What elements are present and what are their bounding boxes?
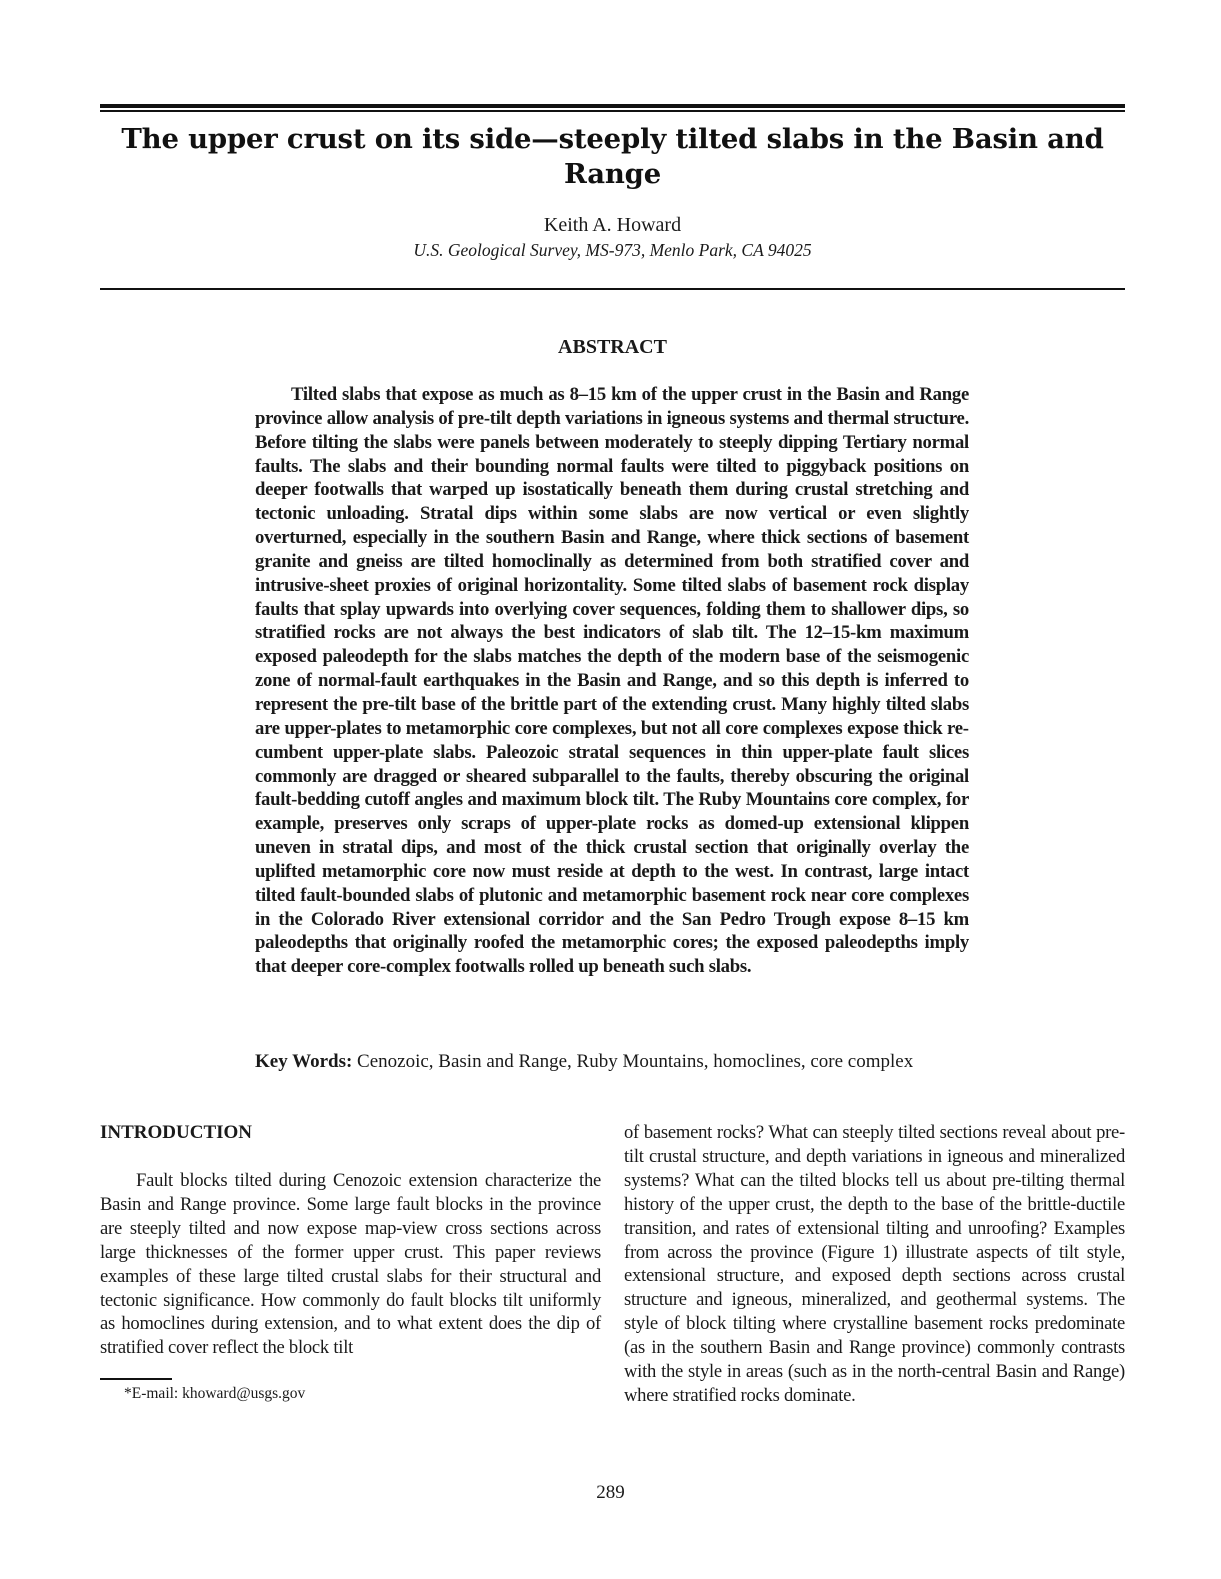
page-number: 289 — [596, 1482, 625, 1503]
abstract-text: Tilted slabs that expose as much as 8–15 km of the upper crust in the Basin and Range province allow analysis of pre-tilt depth variations in igneous systems and thermal structure. Before tilting the slabs were panels between moderately to steeply dipping Tertiary normal faults. The slabs and their bounding normal faults were tilted to piggyback positions on deeper footwalls that warped up isostatically beneath them during crustal stretching and tectonic unloading. Stratal dips within some slabs are now vertical or even slightly overturned, especially in the southern Basin and Range, where thick sections of basement granite and gneiss are tilted homoclinally as determined from both stratified cover and intrusive-sheet proxies of original horizontality. Some tilted slabs of basement rock display faults that splay upwards into overlying cover sequences, folding them to shallower dips, so stratified rocks are not always the best indicators of slab tilt. The 12–15-km maximum exposed paleodepth for the slabs matches the depth of the modern base of the seismogenic zone of normal-fault earthquakes in the Basin and Range, and so this depth is inferred to represent the pre-tilt base of the brittle part of the extending crust. Many highly tilted slabs are upper-plates to metamorphic core complexes, but not all core complexes expose thick recumbent upper-plate slabs. Paleozoic stratal sequences in thin upper-plate fault slices commonly are dragged or sheared subparallel to the faults, thereby obscuring the original fault-bedding cutoff angles and maximum block tilt. The Ruby Mountains core complex, for example, preserves only scraps of upper-plate rocks as domed-up extensional klippen uneven in stratal dips, and most of the thick crustal section that originally overlay the uplifted metamorphic core now must reside at depth to the west. In contrast, large intact tilted fault-bounded slabs of plutonic and metamorphic basement rock near core complexes in the Colorado River extensional corridor and the San Pedro Trough expose 8–15 km paleodepths that originally roofed the metamorphic cores; the exposed paleodepths imply that deeper core-complex footwalls rolled up beneath such slabs. — [255, 384, 969, 978]
abstract-heading: ABSTRACT — [558, 336, 667, 358]
footnote-rule — [100, 1378, 172, 1380]
author-name: Keith A. Howard — [543, 214, 682, 236]
introduction-left-column: Fault blocks tilted during Cenozoic extension characterize the Basin and Range province. Some large fault blocks in the province are steeply tilted and now expose map-view cross sections across large thicknesses of the former upper crust. This paper reviews examples of these large tilted crustal slabs for their structural and tectonic significance. How commonly do fault blocks tilt uniformly as homoclines during extension, and to what extent does the dip of stratified cover reflect the block tilt — [100, 1170, 601, 1359]
footnote-email: *E-mail: khoward@usgs.gov — [124, 1385, 306, 1402]
introduction-right-column: of basement rocks? What can steeply tilted sections reveal about pre-tilt crustal structure, and depth variations in igneous and mineralized systems? What can the tilted blocks tell us about pre-tilting thermal history of the upper crust, the depth to the base of the brittle-ductile transition, and rates of extensional tilting and unroofing? Examples from across the province (Figure 1) illustrate aspects of tilt style, extensional structure, and exposed depth sections across crustal structure and igneous, mineralized, and geothermal systems. The style of block tilting where crystalline basement rocks predominate (as in the southern Basin and Range province) commonly contrasts with the style in areas (such as in the north-central Basin and Range) where stratified rocks dominate. — [624, 1122, 1125, 1406]
author-affiliation: U.S. Geological Survey, MS-973, Menlo Park, CA 94025 — [413, 240, 812, 260]
paper-title: The upper crust on its side—steeply tilted slabs in the Basin and Range — [121, 123, 1104, 190]
keywords-label: Key Words: — [255, 1051, 353, 1072]
header-double-rule — [100, 104, 1125, 112]
header-rule — [100, 288, 1125, 290]
keywords — [255, 1050, 995, 1074]
introduction-heading: INTRODUCTION — [100, 1122, 253, 1143]
keywords-text: Cenozoic, Basin and Range, Ruby Mountains, homoclines, core complex — [352, 1051, 914, 1072]
